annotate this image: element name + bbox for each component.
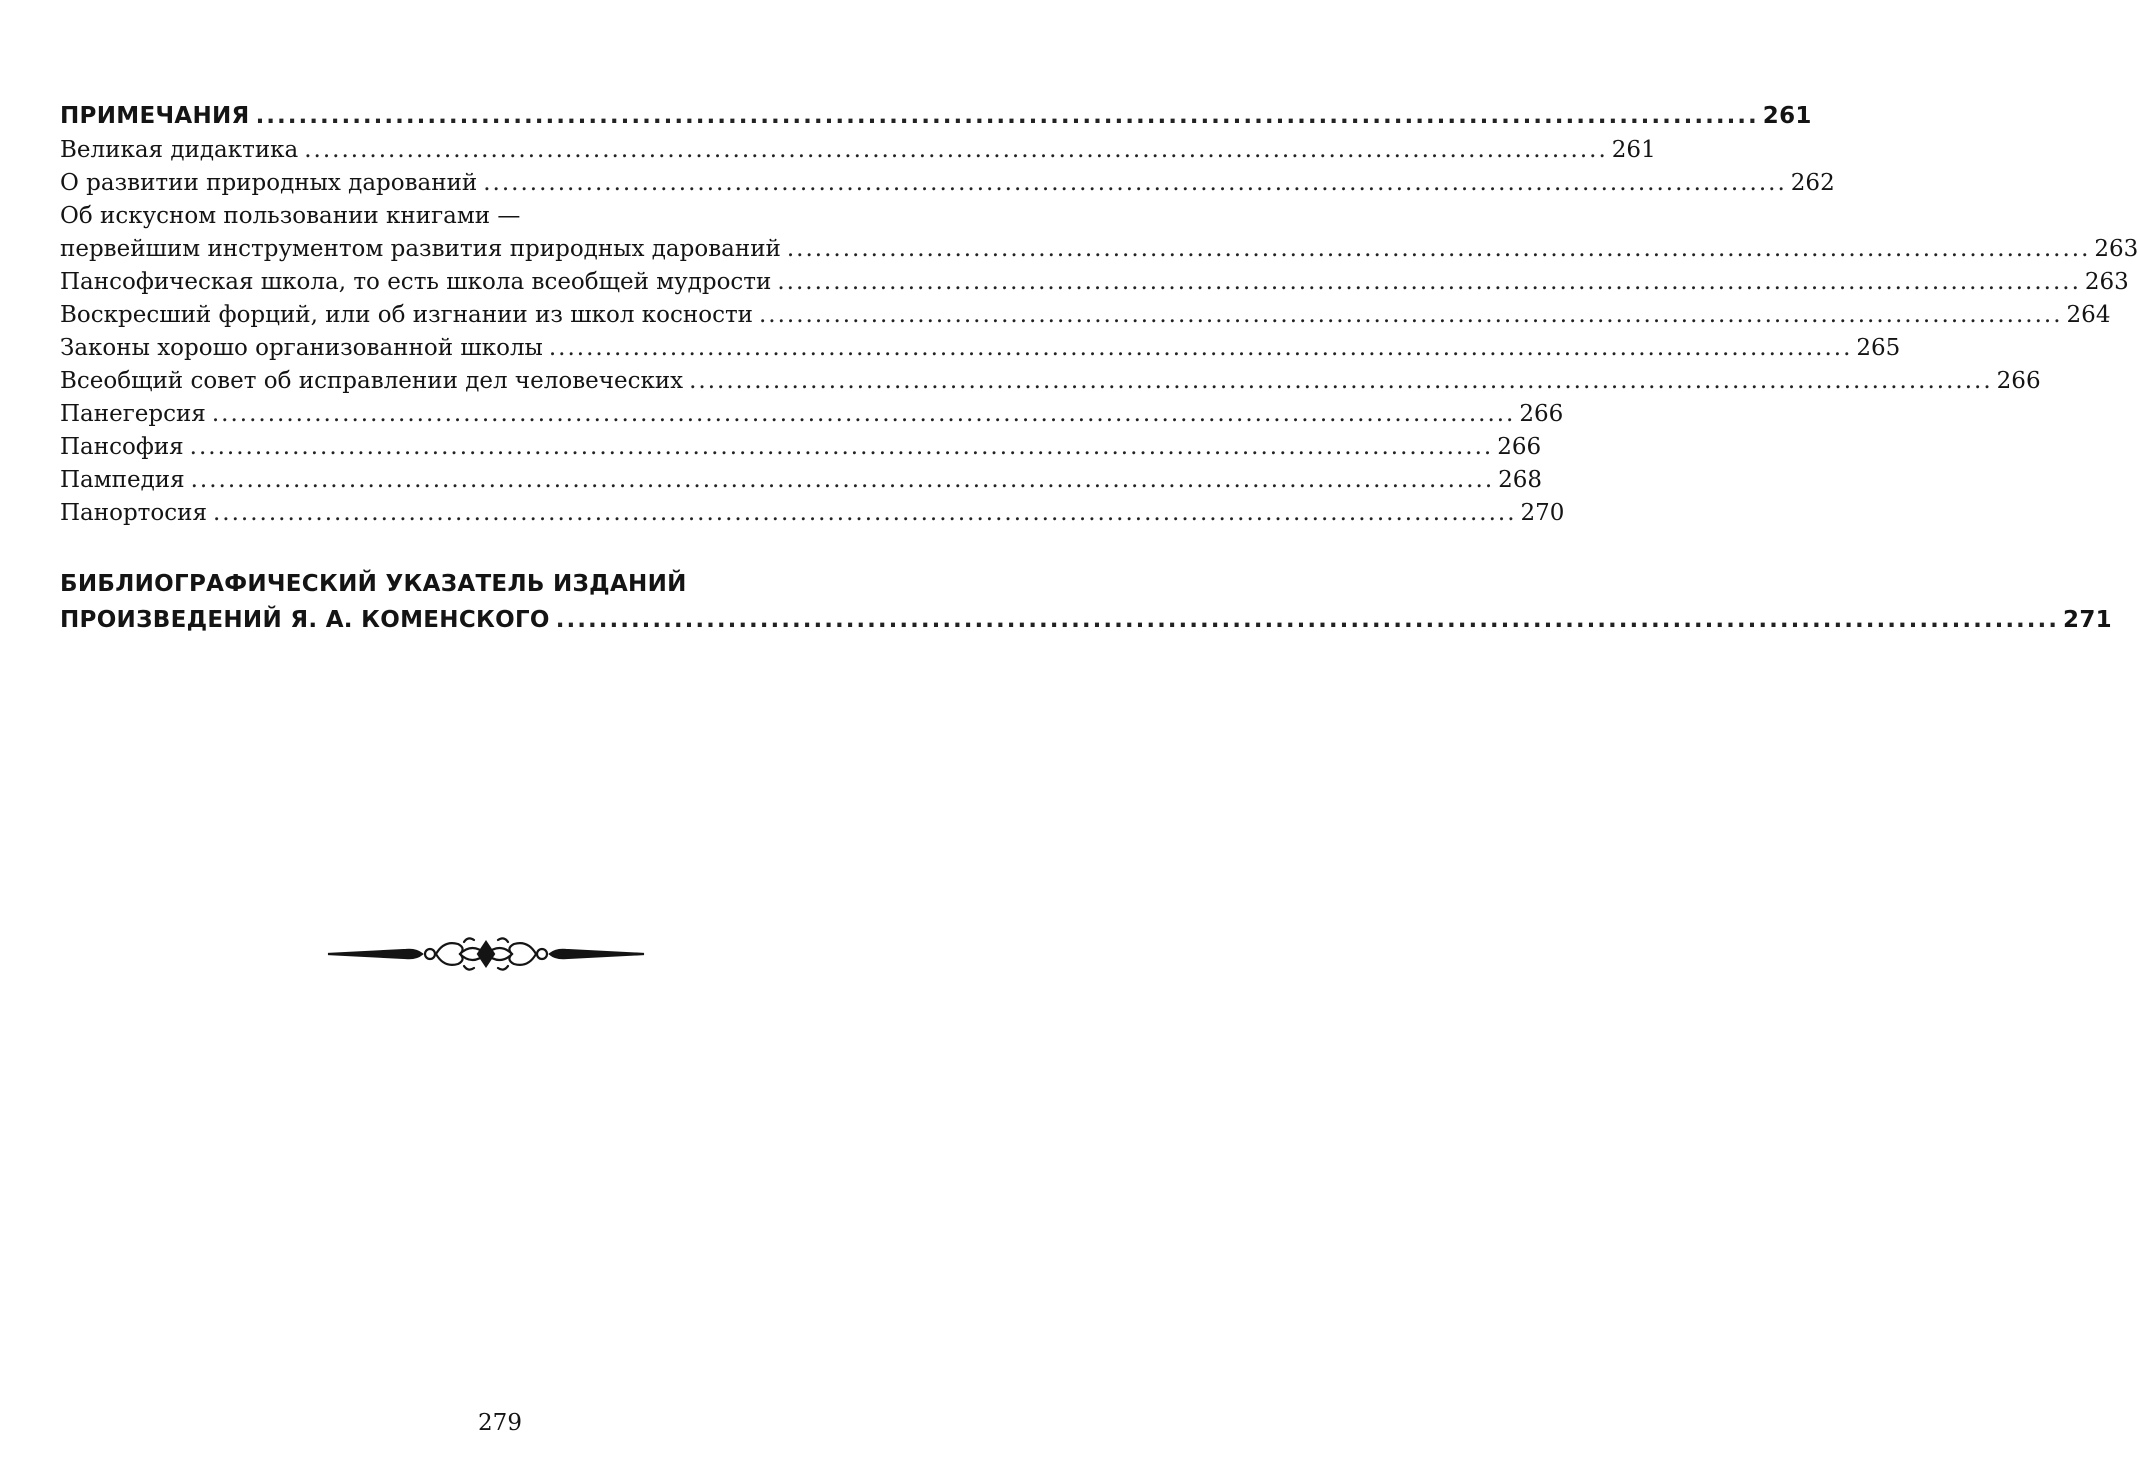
toc-entry-title: первейшим инструментом развития природных дарований (60, 236, 781, 262)
toc-heading-bibliography-line2 (60, 602, 2112, 638)
page-number-folio: 279 (478, 1410, 522, 1436)
toc-page-number: 266 (1996, 368, 2041, 394)
toc-entry (60, 497, 1565, 530)
toc-page-number: 261 (1611, 137, 1656, 163)
toc-entry-title: Пансофия (60, 434, 184, 460)
toc-leader-dots: ............................................................................................................................................ (190, 467, 1495, 493)
toc-entry (60, 299, 2111, 332)
toc-leader-dots: ............................................................................................................................................ (211, 401, 1516, 427)
toc-entry-title: Всеобщий совет об исправлении дел человеческих (60, 368, 684, 394)
toc-leader-dots: ............................................................................................................................................ (777, 269, 2081, 295)
toc-leader-dots: ............................................................................................................................................ (255, 103, 1759, 129)
toc-entry (60, 332, 1901, 365)
toc-entry (60, 134, 1656, 167)
toc-page-number: 265 (1856, 335, 1901, 361)
toc-leader-dots: ............................................................................................................................................ (304, 137, 1608, 163)
toc-leader-dots: ............................................................................................................................................ (483, 170, 1787, 196)
toc-page-number: 262 (1790, 170, 1835, 196)
toc-entry-title: Великая дидактика (60, 137, 299, 163)
toc-entry (60, 167, 1835, 200)
toc-heading-title: ПРИМЕЧАНИЯ (60, 103, 250, 129)
toc-entry (60, 266, 2129, 299)
toc-page-number: 263 (2084, 269, 2129, 295)
toc-entry-title: Пансофическая школа, то есть школа всеобщей мудрости (60, 269, 772, 295)
toc-page-number: 266 (1519, 401, 1564, 427)
toc-heading-bibliography-line1 (60, 566, 900, 602)
toc-page-number: 266 (1497, 434, 1542, 460)
toc-leader-dots: ............................................................................................................................................ (555, 607, 2060, 633)
toc-heading-title: БИБЛИОГРАФИЧЕСКИЙ УКАЗАТЕЛЬ ИЗДАНИЙ (60, 571, 687, 597)
toc-entry (60, 398, 1564, 431)
toc-page-number: 263 (2094, 236, 2138, 262)
toc-entry (60, 464, 1543, 497)
toc-page-number: 261 (1762, 103, 1812, 129)
toc-leader-dots: ............................................................................................................................................ (189, 434, 1494, 460)
toc-entry-continued (60, 200, 900, 233)
decorative-flourish-icon (326, 932, 646, 976)
toc-page-number: 271 (2063, 607, 2112, 633)
toc-leader-dots: ............................................................................................................................................ (548, 335, 1853, 361)
toc-heading-title: ПРОИЗВЕДЕНИЙ Я. А. КОМЕНСКОГО (60, 607, 550, 633)
table-of-contents (60, 98, 2138, 638)
toc-entry-title: О развитии природных дарований (60, 170, 478, 196)
toc-leader-dots: ............................................................................................................................................ (759, 302, 2063, 328)
toc-leader-dots: ............................................................................................................................................ (212, 500, 1517, 526)
toc-entry (60, 233, 2138, 266)
toc-page-number: 270 (1520, 500, 1565, 526)
toc-entry-title: Об искусном пользовании книгами — (60, 203, 521, 229)
toc-page-number: 268 (1498, 467, 1543, 493)
toc-entry-title: Панортосия (60, 500, 207, 526)
toc-entry-title: Воскресший форций, или об изгнании из школ косности (60, 302, 753, 328)
toc-entry-title: Законы хорошо организованной школы (60, 335, 543, 361)
toc-leader-dots: ............................................................................................................................................ (786, 236, 2091, 262)
toc-entry-title: Пампедия (60, 467, 185, 493)
toc-entry (60, 365, 2041, 398)
toc-entry (60, 431, 1542, 464)
toc-leader-dots: ............................................................................................................................................ (689, 368, 1993, 394)
toc-page-number: 264 (2066, 302, 2111, 328)
toc-entry-title: Панегерсия (60, 401, 206, 427)
section-spacer (60, 530, 900, 566)
toc-heading-notes (60, 98, 1812, 134)
